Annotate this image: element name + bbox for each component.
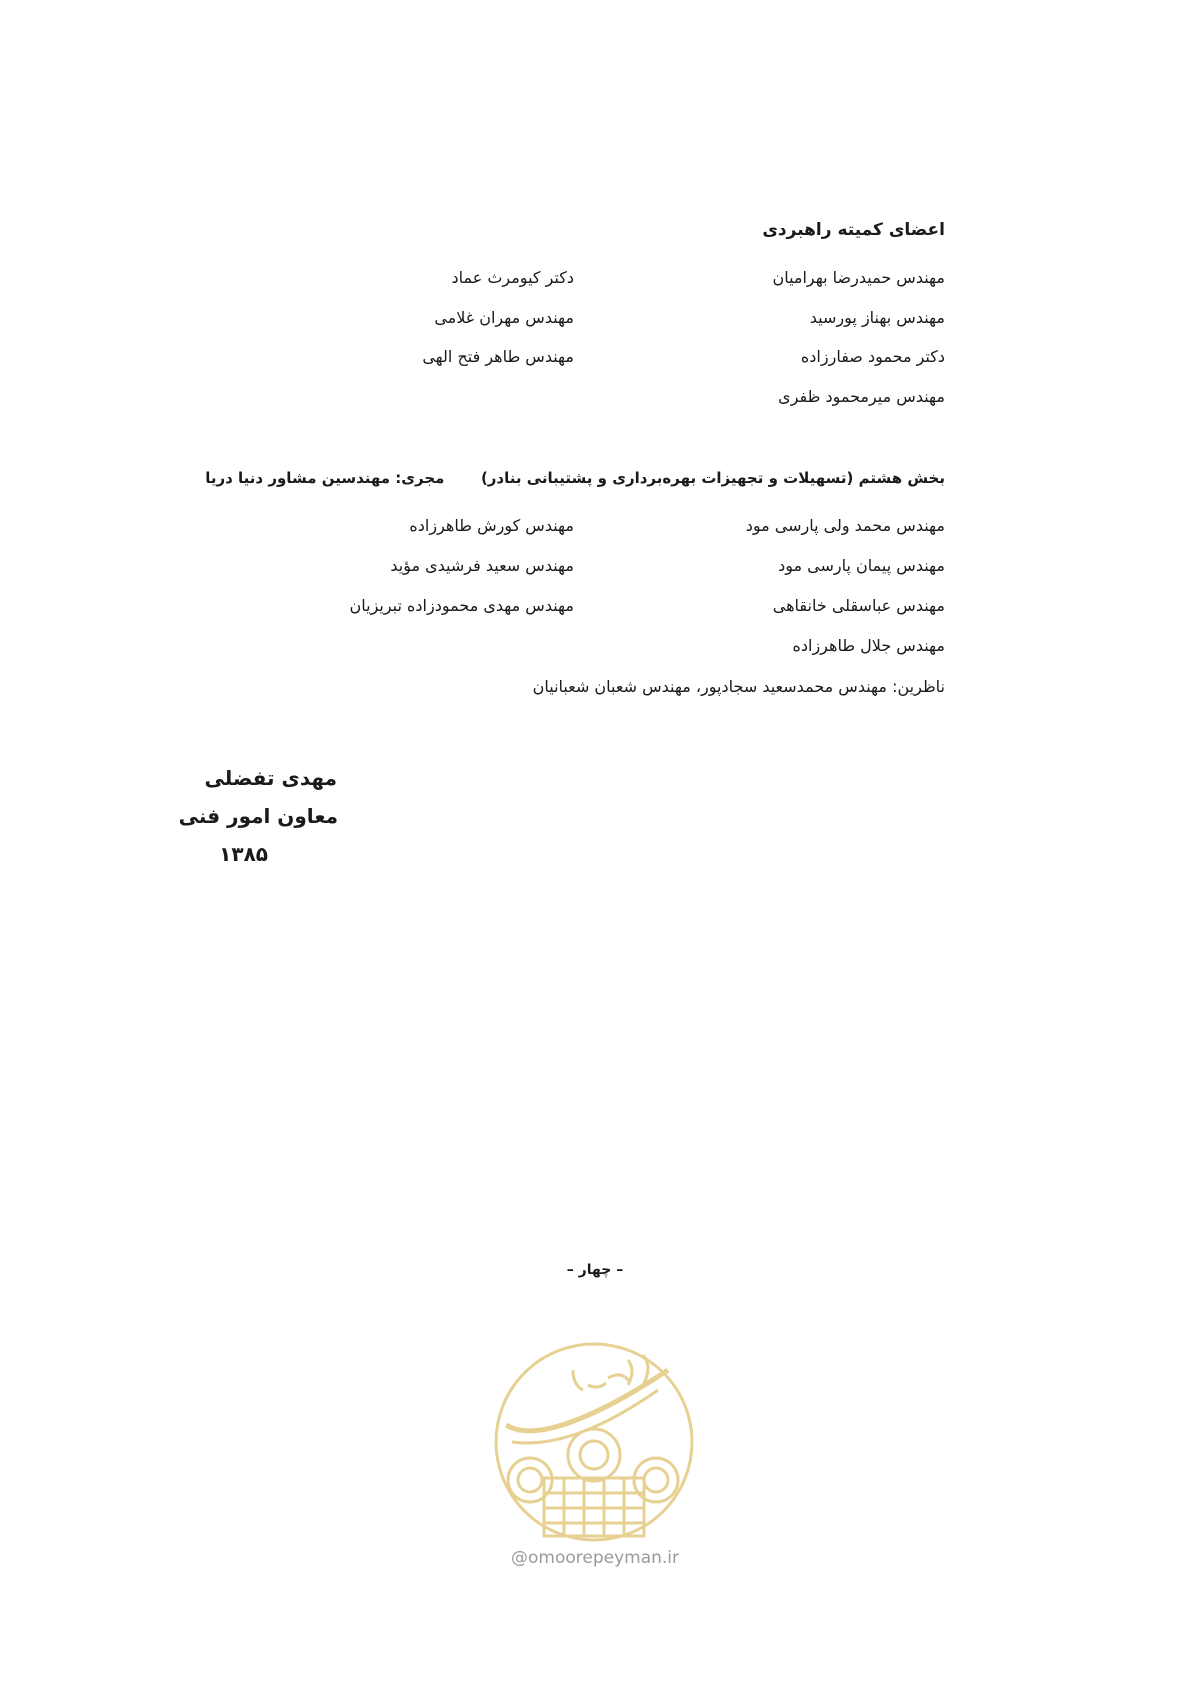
section8-member: مهندس پیمان پارسی مود	[778, 556, 945, 575]
signature-year: ۱۳۸۵	[219, 842, 268, 866]
watermark-logo	[488, 1330, 700, 1560]
section8-executor: مجری: مهندسین مشاور دنیا دریا	[205, 469, 445, 487]
signature-name: مهدی تفضلی	[204, 766, 337, 790]
section8-member: مهندس عباسقلی خانقاهی	[772, 596, 945, 615]
committee-member: مهندس طاهر فتح الهی	[422, 347, 574, 366]
committee-member: مهندس حمیدرضا بهرامیان	[772, 268, 945, 287]
section8-heading	[205, 469, 945, 487]
committee-member: دکتر محمود صفارزاده	[800, 347, 945, 366]
watermark-site-text: omoorepeyman.ir	[527, 1548, 680, 1568]
section8-member: مهندس کورش طاهرزاده	[409, 516, 574, 535]
committee-member: مهندس بهناز پورسید	[809, 308, 945, 327]
page-number: – چهار –	[566, 1262, 624, 1278]
committee-member: مهندس میرمحمود ظفری	[778, 387, 945, 406]
section8-member: مهندس محمد ولی پارسی مود	[745, 516, 945, 535]
section8-member: مهندس مهدی محمودزاده تبریزیان	[349, 596, 574, 615]
watermark-site	[0, 1548, 1190, 1568]
committee-heading: اعضای کمیته راهبردی	[762, 220, 945, 240]
committee-member: دکتر کیومرث عماد	[451, 268, 574, 287]
signature-title: معاون امور فنی	[178, 804, 338, 828]
committee-member: مهندس مهران غلامی	[434, 308, 574, 327]
at-icon: @	[510, 1548, 528, 1568]
section8-member: مهندس جلال طاهرزاده	[792, 636, 945, 655]
section8-title: بخش هشتم (تسهیلات و تجهیزات بهره‌برداری و پشتیبانی بنادر)	[480, 469, 945, 487]
section8-member: مهندس سعید فرشیدی مؤید	[390, 556, 574, 575]
section8-supervisors: ناظرین: مهندس محمدسعید سجادپور، مهندس شعبان شعبانیان	[532, 677, 945, 696]
